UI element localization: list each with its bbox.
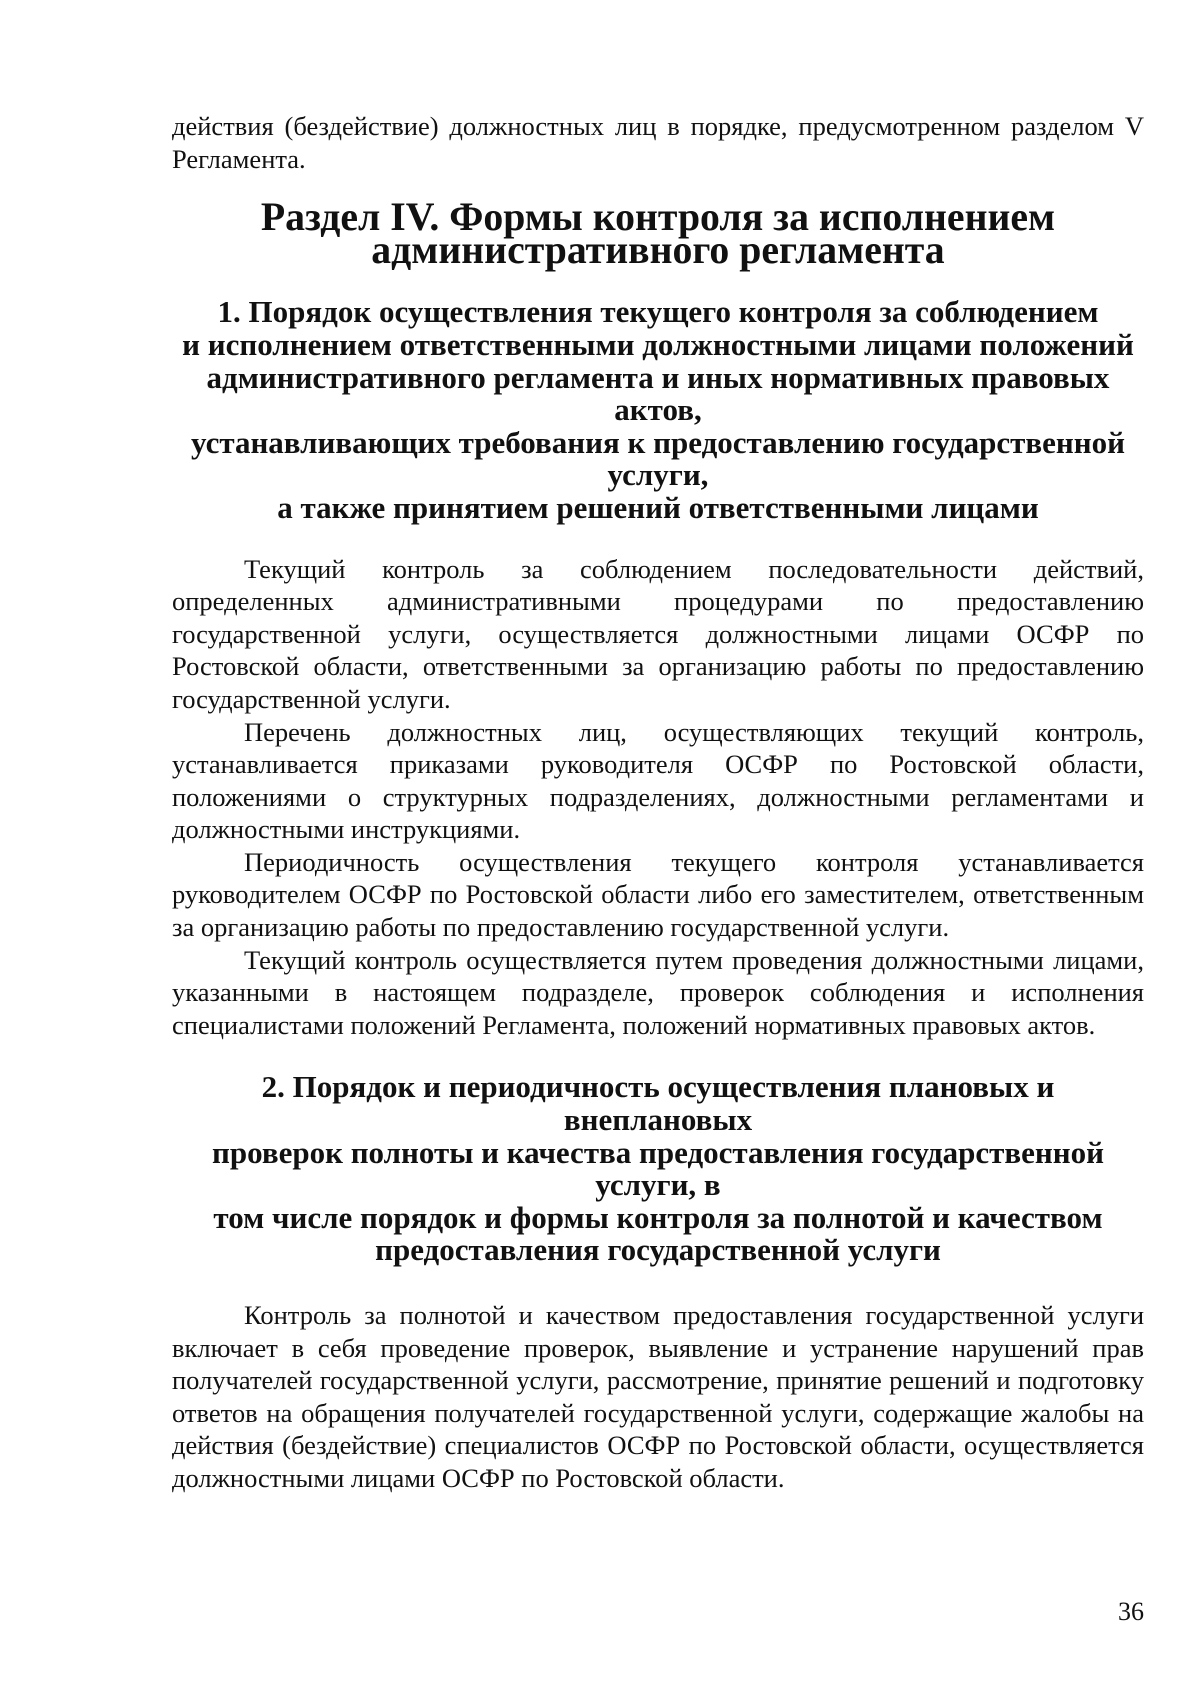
subsection2-heading-line: 2. Порядок и периодичность осуществления плановых и внеплановых bbox=[261, 1069, 1055, 1138]
intro-paragraph: действия (бездействие) должностных лиц в порядке, предусмотренном разделом V Регламента. bbox=[172, 111, 1144, 174]
spacer bbox=[172, 525, 1144, 553]
subsection1-paragraph: Периодичность осуществления текущего контроля устанавливается руководителем ОСФР по Ростовской области либо его заместителем, ответственным за организацию работы по предоставлению государственной услуги. bbox=[172, 846, 1144, 943]
subsection1-paragraph: Текущий контроль осуществляется путем проведения должностными лицами, указанными в настоящем подразделе, проверок соблюдения и исполнения специалистами положений Регламента, положений нормативных правовых актов. bbox=[172, 944, 1144, 1040]
subsection2-heading-line: том числе порядок и формы контроля за полнотой и качеством bbox=[213, 1199, 1103, 1235]
subsection1-heading-line: устанавливающих требования к предоставлению государственной услуги, bbox=[191, 424, 1125, 493]
page-number: 36 bbox=[1118, 1597, 1144, 1626]
subsection1-heading-line: административного регламента и иных нормативных правовых актов, bbox=[206, 359, 1110, 428]
section-heading-line: административного регламента bbox=[371, 227, 945, 272]
section-heading bbox=[172, 195, 1144, 272]
subsection1-paragraph: Текущий контроль за соблюдением последовательности действий, определенных административными процедурами по предоставлению государственной услуги, осуществляется должностными лицами ОСФР по Ростовской области, ответственными за организацию работы по предоставлению государственной услуги. bbox=[172, 553, 1144, 714]
spacer bbox=[172, 1267, 1144, 1299]
subsection2-heading bbox=[172, 1071, 1144, 1267]
subsection1-heading-line: и исполнением ответственными должностными лицами положений bbox=[182, 326, 1134, 362]
subsection2-paragraph: Контроль за полнотой и качеством предоставления государственной услуги включает в себя проведение проверок, выявление и устранение нарушений прав получателей государственной услуги, рассмотрение, принятие решений и подготовку ответов на обращения получателей государственной услуги, содержащие жалобы на действия (бездействие) специалистов ОСФР по Ростовской области, осуществляется должностными лицами ОСФР по Ростовской области. bbox=[172, 1300, 1144, 1493]
section-heading-line: Раздел IV. Формы контроля за исполнением bbox=[260, 195, 1056, 240]
subsection2-heading-line: предоставления государственной услуги bbox=[375, 1232, 941, 1268]
subsection1-heading bbox=[172, 296, 1144, 524]
subsection1-heading-line: 1. Порядок осуществления текущего контроля за соблюдением bbox=[217, 294, 1099, 330]
subsection2-heading-line: проверок полноты и качества предоставления государственной услуги, в bbox=[212, 1134, 1104, 1203]
document-page bbox=[172, 110, 1144, 1495]
subsection1-paragraph: Перечень должностных лиц, осуществляющих текущий контроль, устанавливается приказами руководителя ОСФР по Ростовской области, положениями о структурных подразделениях, должностными регламентами и должностными инструкциями. bbox=[172, 716, 1144, 845]
subsection1-heading-line: а также принятием решений ответственными лицами bbox=[277, 489, 1039, 525]
spacer bbox=[172, 1041, 1144, 1071]
